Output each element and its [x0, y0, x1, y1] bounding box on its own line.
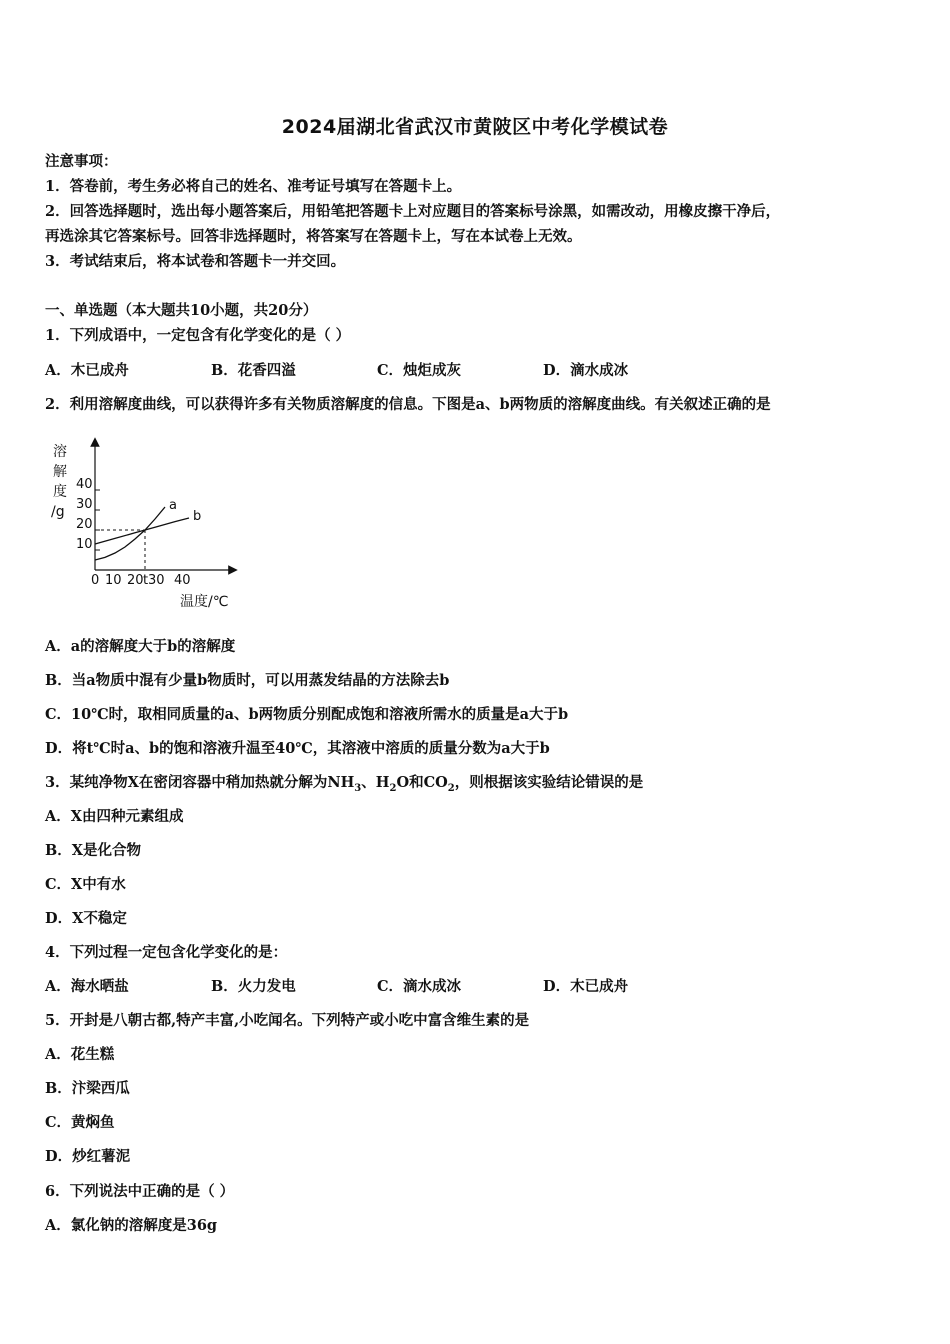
q2-option-d: D．将t℃时a、b的饱和溶液升温至40℃，其溶液中溶质的质量分数为a大于b	[45, 740, 550, 757]
q1-option-d: D．滴水成冰	[543, 362, 629, 379]
q2-option-c: C．10℃时，取相同质量的a、b两物质分别配成饱和溶液所需水的质量是a大于b	[45, 706, 569, 723]
y-tick-20: 20	[76, 517, 93, 532]
q3-option-c: C．X中有水	[45, 876, 126, 893]
series-b-label: b	[193, 509, 202, 524]
q4-option-a: A．海水晒盐	[45, 978, 129, 995]
q1-stem: 1．下列成语中，一定包含有化学变化的是（ ）	[45, 327, 351, 344]
tick-marks	[95, 490, 100, 550]
page-title: 2024届湖北省武汉市黄陂区中考化学模试卷	[281, 116, 669, 138]
q4-option-d: D．木已成舟	[543, 978, 629, 995]
x-tick-40: 40	[174, 573, 191, 588]
q2-option-a: A．a的溶解度大于b的溶解度	[45, 638, 236, 655]
notice-item-3: 3．考试结束后，将本试卷和答题卡一并交回。	[45, 253, 346, 270]
q2-option-b: B．当a物质中混有少量b物质时，可以用蒸发结晶的方法除去b	[45, 672, 450, 689]
q5-option-a: A．花生糕	[45, 1046, 115, 1063]
q1-option-c: C．烛炬成灰	[377, 362, 462, 379]
series-a-curve	[95, 507, 165, 560]
section-heading: 一、单选题（本大题共10小题，共20分）	[45, 302, 318, 319]
q2-stem: 2．利用溶解度曲线，可以获得许多有关物质溶解度的信息。下图是a、b两物质的溶解度曲线。有关叙述正确的是	[45, 396, 771, 413]
q4-option-c: C．滴水成冰	[377, 978, 462, 995]
q5-option-c: C．黄焖鱼	[45, 1114, 115, 1131]
q3-stem-mid2: O和CO	[396, 774, 448, 791]
x-tick-0: 0	[91, 573, 100, 588]
q4-option-b: B．火力发电	[211, 978, 296, 995]
q3-stem-pre: 3．某纯净物X在密闭容器中稍加热就分解为NH	[45, 774, 355, 791]
q3-h2o-subscript: 2	[389, 782, 397, 794]
q6-stem: 6．下列说法中正确的是（ ）	[45, 1183, 235, 1200]
y-tick-40: 40	[76, 477, 93, 492]
notice-item-1: 1．答卷前，考生务必将自己的姓名、准考证号填写在答题卡上。	[45, 178, 462, 195]
q5-option-d: D．炒红薯泥	[45, 1148, 131, 1165]
q1-option-b: B．花香四溢	[211, 362, 296, 379]
series-a-label: a	[169, 498, 177, 513]
q3-stem-mid1: 、H	[361, 774, 390, 791]
x-tick-10: 10	[105, 573, 122, 588]
y-tick-10: 10	[76, 537, 93, 552]
q3-co2-subscript: 2	[447, 782, 455, 794]
q5-stem: 5．开封是八朝古都,特产丰富,小吃闻名。下列特产或小吃中富含维生素的是	[45, 1012, 530, 1029]
y-axis-label-char-2: 解	[53, 464, 67, 480]
q3-option-a: A．X由四种元素组成	[45, 808, 184, 825]
q3-option-d: D．X不稳定	[45, 910, 127, 927]
y-tick-30: 30	[76, 497, 93, 512]
y-axis-label-char-3: 度	[53, 484, 67, 500]
solubility-chart	[45, 434, 245, 614]
y-axis-label-char-1: 溶	[53, 444, 67, 460]
q4-stem: 4．下列过程一定包含化学变化的是：	[45, 944, 288, 961]
q3-nh3-subscript: 3	[354, 782, 362, 794]
series-b-line	[95, 518, 189, 544]
x-tick-t: t	[143, 573, 149, 588]
q1-option-a: A．木已成舟	[45, 362, 129, 379]
q3-stem-post: ，则根据该实验结论错误的是	[454, 774, 644, 791]
y-axis-label-char-4: /g	[51, 504, 65, 520]
q5-option-b: B．汴梁西瓜	[45, 1080, 130, 1097]
x-axis-label: 温度/℃	[180, 594, 229, 610]
x-tick-30: 30	[148, 573, 165, 588]
x-tick-20: 20	[127, 573, 144, 588]
notice-heading: 注意事项：	[45, 153, 118, 170]
q6-option-a: A．氯化钠的溶解度是36g	[45, 1217, 218, 1234]
q3-option-b: B．X是化合物	[45, 842, 142, 859]
notice-item-2-cont: 再选涂其它答案标号。回答非选择题时，将答案写在答题卡上，写在本试卷上无效。	[45, 228, 582, 245]
notice-item-2: 2．回答选择题时，选出每小题答案后，用铅笔把答题卡上对应题目的答案标号涂黑，如需改动，用橡皮擦干净后，	[45, 203, 781, 220]
solubility-chart-svg	[45, 434, 245, 614]
q3-stem	[45, 773, 643, 799]
